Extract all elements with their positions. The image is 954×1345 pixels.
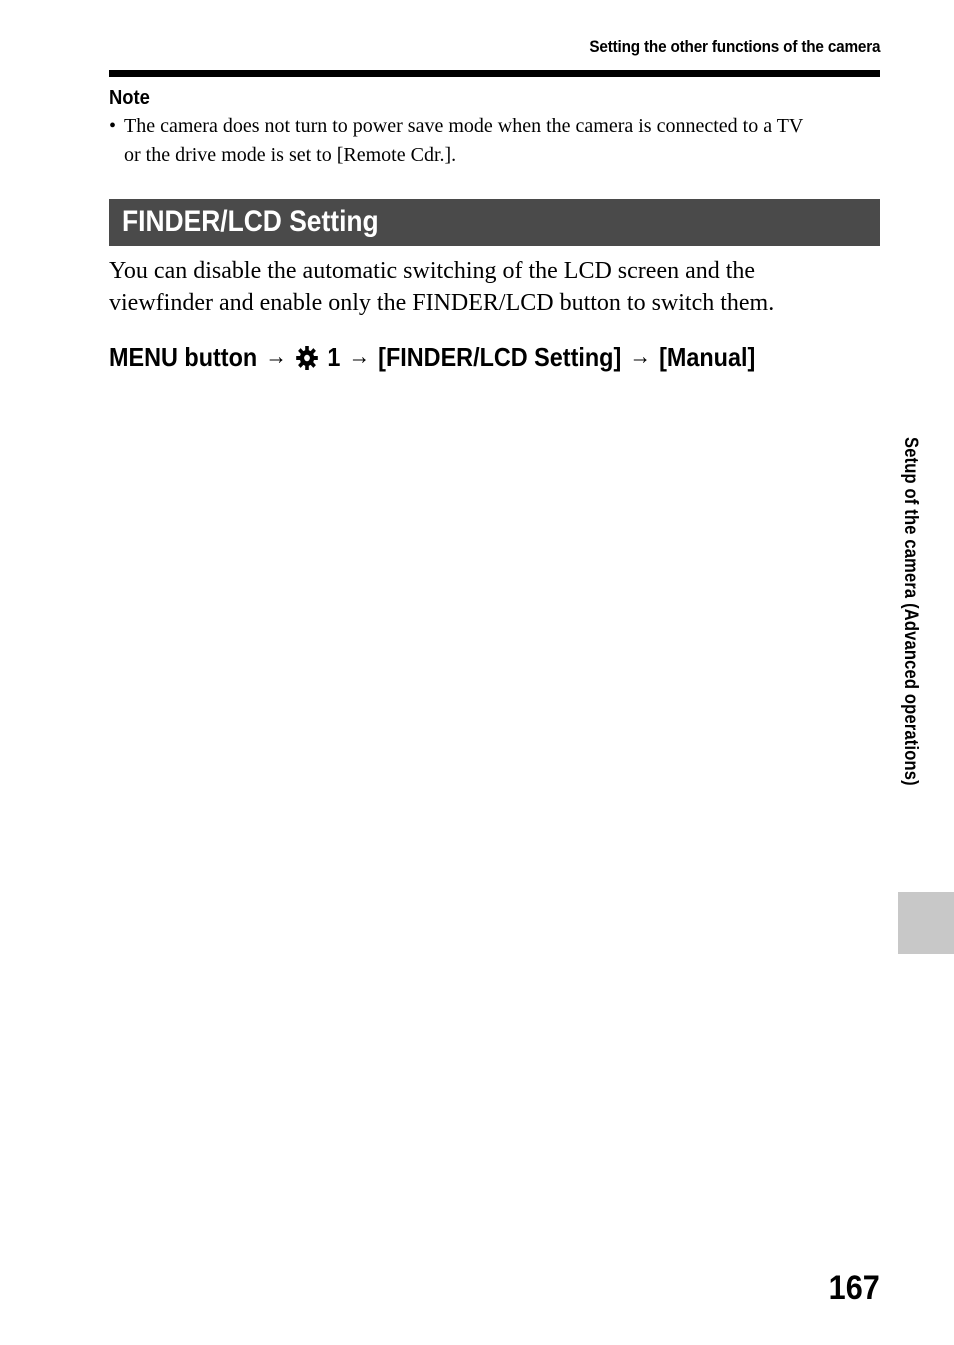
- gear-icon: [295, 345, 318, 371]
- note-item: [109, 112, 884, 170]
- arrow-right-icon: →: [348, 343, 371, 370]
- chapter-label-text: Setup of the camera (Advanced operations): [900, 437, 921, 786]
- menu-step-finder-lcd-setting: [FINDER/LCD Setting]: [378, 342, 622, 372]
- header-rule: [109, 70, 880, 77]
- note-text-line: The camera does not turn to power save mode when the camera is connected to a TV: [124, 115, 804, 137]
- section-body: [109, 255, 884, 319]
- arrow-right-icon: →: [265, 343, 287, 370]
- chapter-side-label: [900, 437, 921, 786]
- body-line: You can disable the automatic switching of the LCD screen and the: [109, 258, 756, 284]
- running-header: Setting the other functions of the camera: [588, 37, 880, 56]
- section-banner: [109, 199, 880, 246]
- section-title: FINDER/LCD Setting: [122, 205, 379, 238]
- bullet: •: [109, 115, 117, 137]
- arrow-right-icon: →: [629, 343, 651, 370]
- menu-path: [109, 340, 755, 374]
- note-text-line: or the drive mode is set to [Remote Cdr.].: [124, 144, 457, 166]
- menu-step-tab-number: 1: [327, 342, 341, 372]
- menu-step-manual: [Manual]: [659, 342, 756, 372]
- menu-step-menu-button: MENU button: [109, 342, 258, 372]
- note-heading: Note: [109, 87, 150, 109]
- body-line: viewfinder and enable only the FINDER/LCD button to switch them.: [109, 290, 775, 316]
- chapter-tab: [898, 892, 954, 954]
- page-number: 167: [828, 1269, 880, 1307]
